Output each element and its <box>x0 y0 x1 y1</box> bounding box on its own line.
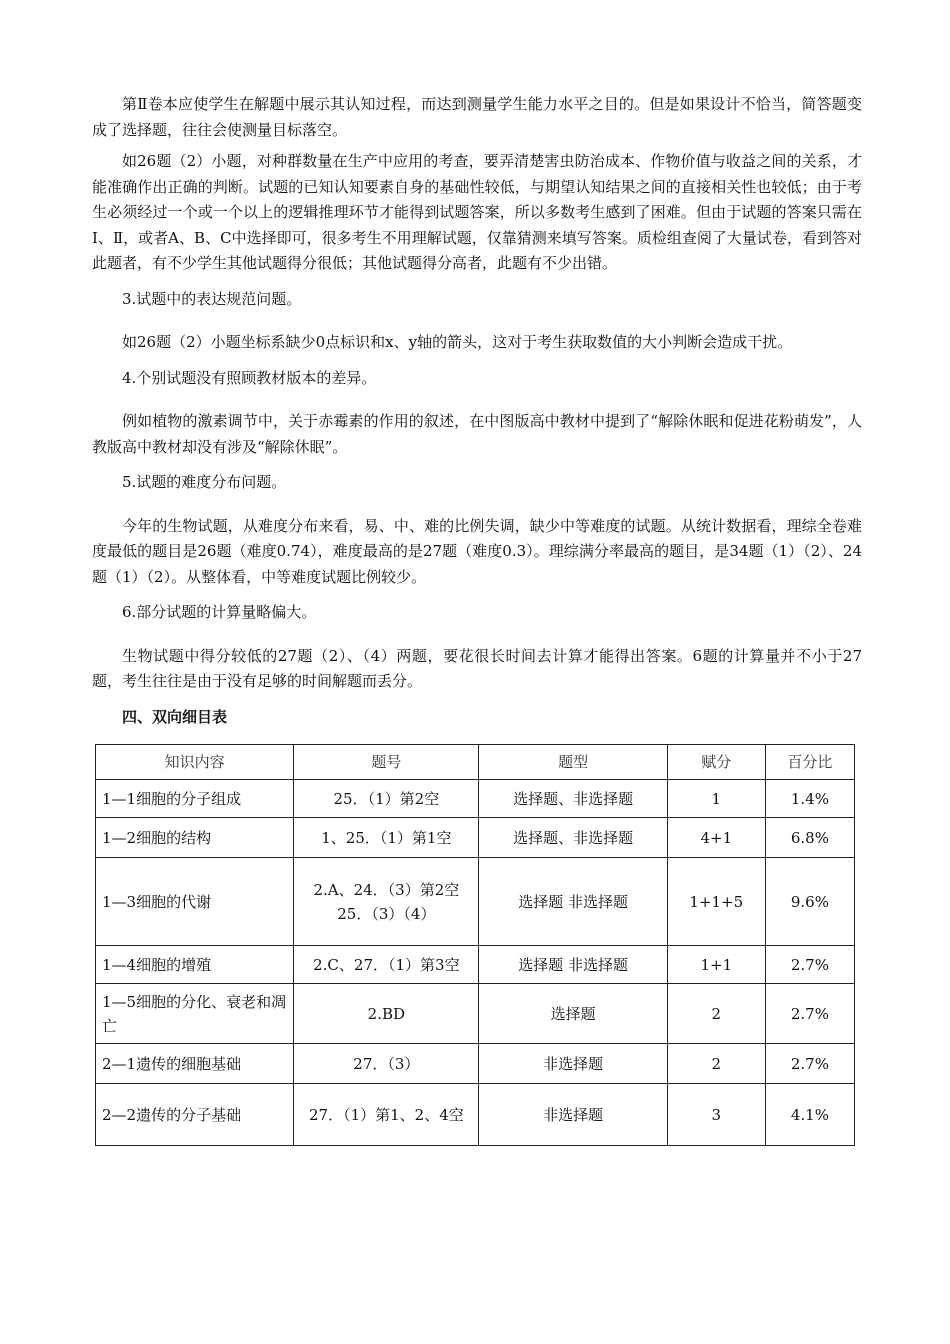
document-page <box>92 92 862 1146</box>
cell-question-number: 2.C、27．（1）第3空 <box>294 946 479 984</box>
cell-percentage: 6.8% <box>765 818 854 858</box>
paragraph-volume2: 第Ⅱ卷本应使学生在解题中展示其认知过程，而达到测量学生能力水平之目的。但是如果设计不恰当，简答题变成了选择题，往往会使测量目标落空。 <box>92 95 862 139</box>
cell-score: 2 <box>667 1044 765 1084</box>
cell-question-number: 2.BD <box>294 984 479 1044</box>
paragraph-calculation: 生物试题中得分较低的27题（2）、（4）两题，要花很长时间去计算才能得出答案。6题的计算量并不小于27题，考生往往是由于没有足够的时间解题而丢分。 <box>92 646 862 690</box>
paragraph-difficulty: 今年的生物试题，从难度分布来看，易、中、难的比例失调，缺少中等难度的试题。从统计数据看，理综全卷难度最低的题目是26题（难度0.74），难度最高的是27题（难度0.3）。理综满分率最高的题目，是34题（1）（2）、24题（1）（2）。从整体看，中等难度试题比例较少。 <box>92 516 862 586</box>
cell-score: 1+1 <box>667 946 765 984</box>
cell-score: 2 <box>667 984 765 1044</box>
cell-topic: 1—2细胞的结构 <box>96 818 294 858</box>
heading-difficulty: 5.试题的难度分布问题。 <box>122 473 287 491</box>
cell-percentage: 1.4% <box>765 780 854 818</box>
header-percentage: 百分比 <box>765 745 854 780</box>
table-header-row <box>96 745 855 780</box>
cell-score: 1+1+5 <box>667 858 765 946</box>
cell-question-number: 1、25．（1）第1空 <box>294 818 479 858</box>
cell-score: 3 <box>667 1084 765 1146</box>
heading-textbook-versions: 4.个别试题没有照顾教材版本的差异。 <box>122 368 377 387</box>
heading-calculation: 6.部分试题的计算量略偏大。 <box>122 603 317 621</box>
cell-question-number: 25．（1）第2空 <box>294 780 479 818</box>
header-question-type: 题型 <box>479 745 667 780</box>
cell-score: 4+1 <box>667 818 765 858</box>
cell-topic: 2—1遗传的细胞基础 <box>96 1044 294 1084</box>
cell-question-type: 选择题 非选择题 <box>479 946 667 984</box>
cell-topic: 1—4细胞的增殖 <box>96 946 294 984</box>
paragraph-axis-issue: 如26题（2）小题坐标系缺少0点标识和x、y轴的箭头，这对于考生获取数值的大小判断会造成干扰。 <box>122 333 793 351</box>
table-row <box>96 818 855 858</box>
cell-question-type: 选择题、非选择题 <box>479 780 667 818</box>
cell-score: 1 <box>667 780 765 818</box>
header-score: 赋分 <box>667 745 765 780</box>
paragraph-gibberellin: 例如植物的激素调节中，关于赤霉素的作用的叙述，在中图版高中教材中提到了“解除休眠和促进花粉萌发”，人教版高中教材却没有涉及“解除休眠”。 <box>92 412 862 456</box>
table-row <box>96 984 855 1044</box>
cell-question-number: 27．（3） <box>294 1044 479 1084</box>
specification-table <box>95 744 855 1146</box>
cell-percentage: 9.6% <box>765 858 854 946</box>
header-topic: 知识内容 <box>96 745 294 780</box>
cell-percentage: 2.7% <box>765 1044 854 1084</box>
cell-question-type: 非选择题 <box>479 1084 667 1146</box>
table-row <box>96 946 855 984</box>
cell-topic: 1—3细胞的代谢 <box>96 858 294 946</box>
cell-question-number: 27．（1）第1、2、4空 <box>294 1084 479 1146</box>
cell-topic: 1—1细胞的分子组成 <box>96 780 294 818</box>
heading-expression-norms: 3.试题中的表达规范问题。 <box>122 289 302 308</box>
header-question-number: 题号 <box>294 745 479 780</box>
cell-question-number-line1: 2.A、24．（3）第2空 <box>313 880 460 899</box>
cell-question-number-line2: 25．（3）（4） <box>337 904 436 923</box>
paragraph-q26: 如26题（2）小题，对种群数量在生产中应用的考查，要弄清楚害虫防治成本、作物价值与收益之间的关系，才能准确作出正确的判断。试题的已知认知要素自身的基础性较低，与期望认知结果之间的直接相关性也较低；由于考生必须经过一个或一个以上的逻辑推理环节才能得到试题答案，所以多数考生感到了困难。但由于试题的答案只需在Ⅰ、Ⅱ，或者A、B、C中选择即可，很多考生不用理解试题，仅靠猜测来填写答案。质检组查阅了大量试卷，看到答对此题者，有不少学生其他试题得分很低；其他试题得分高者，此题有不少出错。 <box>92 152 862 272</box>
cell-percentage: 2.7% <box>765 946 854 984</box>
cell-question-type: 选择题 非选择题 <box>479 858 667 946</box>
cell-topic: 2—2遗传的分子基础 <box>96 1084 294 1146</box>
cell-percentage: 4.1% <box>765 1084 854 1146</box>
table-row <box>96 1084 855 1146</box>
cell-question-type: 选择题、非选择题 <box>479 818 667 858</box>
cell-question-type: 非选择题 <box>479 1044 667 1084</box>
cell-topic: 1—5细胞的分化、衰老和凋亡 <box>96 984 294 1044</box>
cell-question-type: 选择题 <box>479 984 667 1044</box>
section-title: 四、双向细目表 <box>122 707 228 726</box>
table-row <box>96 780 855 818</box>
cell-percentage: 2.7% <box>765 984 854 1044</box>
table-row <box>96 858 855 946</box>
cell-question-number <box>294 858 479 946</box>
table-row <box>96 1044 855 1084</box>
